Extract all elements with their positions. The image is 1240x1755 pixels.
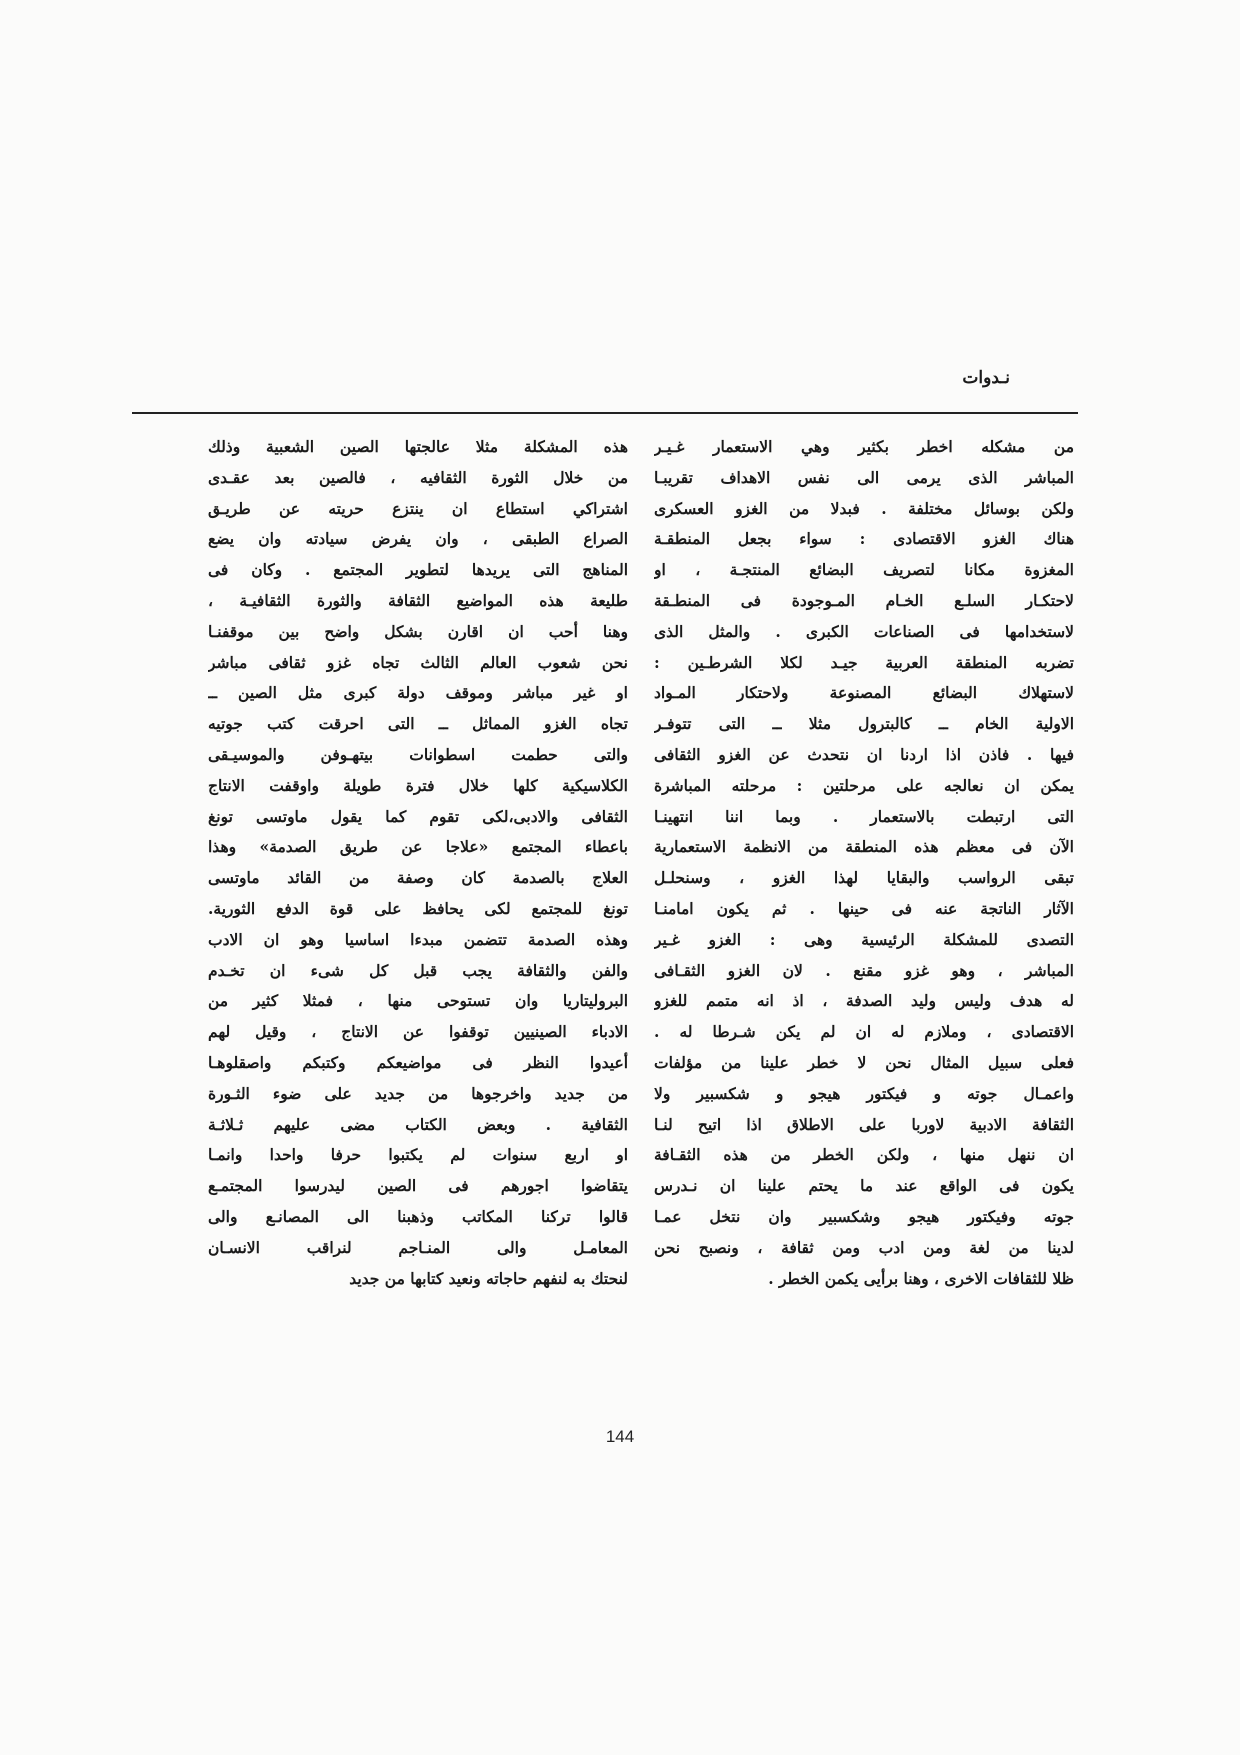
text-line: يتقاضوا اجورهم فى الصين ليدرسوا المجتمـع (208, 1176, 628, 1196)
text-line: ولكن بوسائل مختلفة . فبدلا من الغزو العسكرى (654, 498, 1074, 518)
text-line: او غير مباشر وموقف دولة كبرى مثل الصين ــ (208, 683, 628, 703)
text-line: الآن فى معظم هذه المنطقة من الانظمة الاستعمارية (654, 837, 1074, 857)
text-line: المباشر ، وهو غزو مقنع . لان الغزو الثقـافى (654, 960, 1074, 980)
text-line: الكلاسيكية كلها خلال فترة طويلة واوقفت الانتاج (208, 775, 628, 795)
text-column-right (654, 432, 1074, 1294)
text-line: وهذه الصدمة تتضمن مبدءا اساسيا وهو ان الادب (208, 929, 628, 949)
text-line: طليعة هذه المواضيع الثقافة والثورة الثقافيـة ، (208, 590, 628, 610)
text-line: التصدى للمشكلة الرئيسية وهى : الغزو غـير (654, 929, 1074, 949)
text-line: لاستخدامها فى الصناعات الكبرى . والمثل الذى (654, 621, 1074, 641)
text-line: جوته وفيكتور هيجو وشكسبير وان نتخل عمـا (654, 1206, 1074, 1226)
text-line: لدينا من لغة ومن ادب ومن ثقافة ، ونصبح نحن (654, 1237, 1074, 1257)
text-line: الاقتصادى ، وملازم له ان لم يكن شـرطا له . (654, 1022, 1074, 1042)
text-line: أعيدوا النظر فى مواضيعكم وكتبكم واصقلوهـا (208, 1052, 628, 1072)
text-line: نحن شعوب العالم الثالث تجاه غزو ثقافى مباشر (208, 652, 628, 672)
text-line: وهنا أحب ان اقارن بشكل واضح بين موقفنـا (208, 621, 628, 641)
text-line: تجاه الغزو المماثل ــ التى احرقت كتب جوتيه (208, 714, 628, 734)
text-line: تونغ للمجتمع لكى يحافظ على قوة الدفع الثورية. (208, 898, 628, 918)
text-line: ظلا للثقافات الاخرى ، وهنا برأيى يكمن الخطر . (768, 1268, 1074, 1288)
text-line: من خلال الثورة الثقافيه ، فالصين بعد عقـدى (208, 467, 628, 487)
text-line: والفن والثقافة يجب قبل كل شىء ان تخـدم (208, 960, 628, 980)
text-line: باعطاء المجتمع «علاجا عن طريق الصدمة» وهذا (208, 837, 628, 857)
running-title: نـدوات (962, 368, 1010, 388)
text-line: الثقافة الادبية لاوربا على الاطلاق اذا اتيح لنـا (654, 1114, 1074, 1134)
text-line: المناهج التى يريدها لتطوير المجتمع . وكان فى (208, 560, 628, 580)
text-line: ان ننهل منها ، ولكن الخطر من هذه الثقـافة (654, 1145, 1074, 1165)
text-line: قالوا تركنا المكاتب وذهبنا الى المصانـع والى (208, 1206, 628, 1226)
text-line: فعلى سبيل المثال نحن لا خطر علينا من مؤلفات (654, 1052, 1074, 1072)
text-line: لنحتك به لنفهم حاجاته ونعيد كتابها من جديد (349, 1268, 628, 1288)
text-line: هناك الغزو الاقتصادى : سواء بجعل المنطقـة (654, 529, 1074, 549)
text-line: من مشكله اخطر بكثير وهي الاستعمار غـيـر (654, 437, 1074, 456)
text-line: الثقافية . وبعض الكتاب مضى عليهم ثـلاثـة (208, 1114, 628, 1134)
text-column-left (208, 432, 628, 1294)
text-line: المغزوة مكانا لتصريف البضائع المنتجـة ، او (654, 560, 1074, 580)
text-line: المعامـل والى المنـاجم لنراقب الانسـان (208, 1237, 628, 1257)
text-line: التى ارتبطت بالاستعمار . وبما اننا انتهينـا (654, 806, 1074, 826)
text-line: واعمـال جوته و فيكتور هيجو و شكسبير ولا (654, 1083, 1074, 1103)
text-line: تبقى الرواسب والبقايا لهذا الغزو ، وسنحلـل (654, 868, 1074, 888)
text-line: لاحتكـار السلـع الخـام المـوجودة فى المنطـقة (654, 590, 1074, 610)
text-line: له هدف وليس وليد الصدفة ، اذ انه متمم للغزو (654, 991, 1074, 1011)
text-line: الاولية الخام ــ كالبترول مثلا ــ التى تتوفـر (654, 714, 1074, 734)
text-line: الثقافى والادبى،لكى تقوم كما يقول ماوتسى تونغ (208, 806, 628, 826)
text-line: لاستهلاك البضائع المصنوعة ولاحتكار المـواد (654, 683, 1074, 703)
text-line: يمكن ان نعالجه على مرحلتين : مرحلته المباشرة (654, 775, 1074, 795)
text-line: من جديد واخرجوها من جديد على ضوء الثـورة (208, 1083, 628, 1103)
text-line: المباشر الذى يرمى الى نفس الاهداف تقريبـا (654, 467, 1074, 487)
text-line: الآثار الناتجة عنه فى حينها . ثم يكون امامنـا (654, 898, 1074, 918)
page-number: 144 (605, 1427, 635, 1446)
text-line: يكون فى الواقع عند ما يحتم علينا ان نـدرس (654, 1176, 1074, 1196)
header-rule (132, 412, 1078, 414)
text-line: الصراع الطبقى ، وان يفرض سيادته وان يضع (208, 529, 628, 549)
text-line: فيها . فاذن اذا اردنا ان نتحدث عن الغزو الثقافى (654, 744, 1074, 764)
text-line: الادباء الصينيين توقفوا عن الانتاج ، وقيل لهم (208, 1022, 628, 1042)
text-line: هذه المشكلة مثلا عالجتها الصين الشعبية وذلك (208, 437, 628, 456)
text-line: تضربه المنطقة العربية جيـد لكلا الشرطـين : (654, 652, 1074, 672)
text-line: او اربع سنوات لم يكتبوا حرفا واحدا وانمـا (208, 1145, 628, 1165)
text-line: البروليتاريا وان تستوحى منها ، فمثلا كثير من (208, 991, 628, 1011)
text-line: العلاج بالصدمة كان وصفة من القائد ماوتسى (208, 868, 628, 888)
text-line: اشتراكي استطاع ان ينتزع حريته عن طريـق (208, 498, 628, 518)
text-line: والتى حطمت اسطوانات بيتهـوفن والموسيـقى (208, 744, 628, 764)
